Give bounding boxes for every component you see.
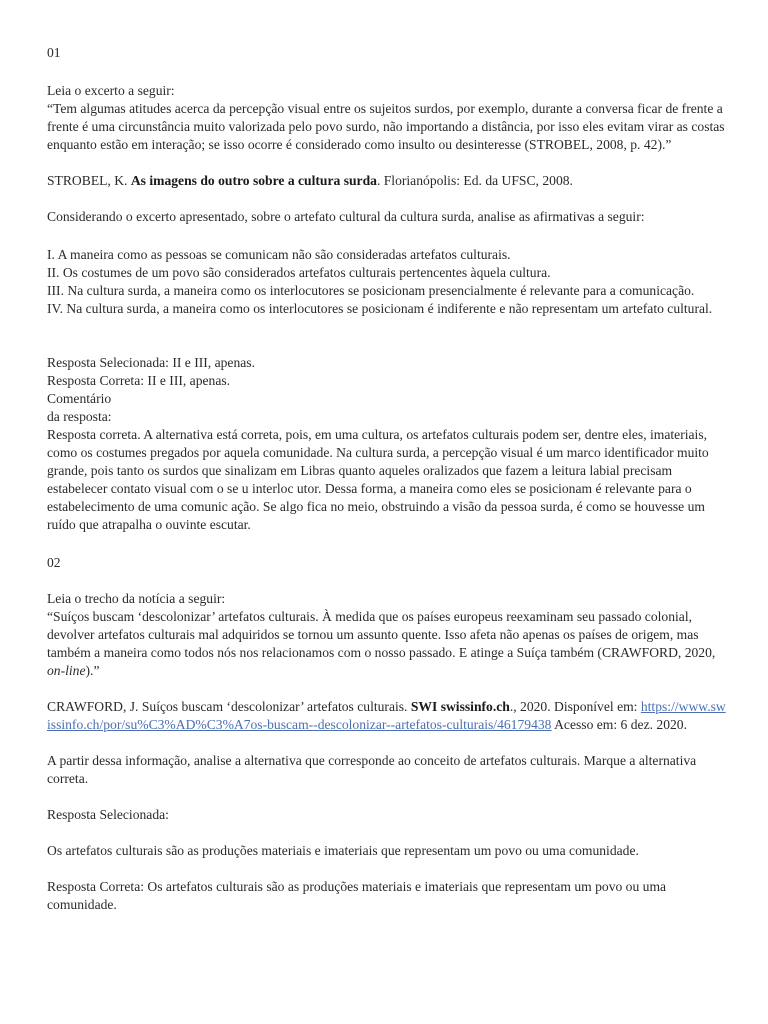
question-intro: Leia o trecho da notícia a seguir:: [47, 591, 226, 606]
selected-answer: Os artefatos culturais são as produções materiais e imateriais que representam um povo ou uma comunidade.: [47, 843, 639, 858]
reference-publisher: . Florianópolis: Ed. da UFSC, 2008.: [376, 173, 573, 188]
correct-answer: Resposta Correta: Os artefatos culturais são as produções materiais e imateriais que representam um povo ou uma comunidade.: [47, 879, 667, 912]
statement-item: IV. Na cultura surda, a maneira como os interlocutores se posicionam é indiferente e não representam um artefato cultural.: [47, 301, 713, 316]
reference-site: SWI swissinfo.ch: [410, 699, 510, 714]
question-number: 02: [47, 555, 61, 570]
reference-link[interactable]: https://www.swissinfo.ch/por/su%C3%AD%C3%A7os-buscam--descolonizar--artefatos-culturais/46179438: [47, 699, 726, 732]
excerpt-quote: “Tem algumas atitudes acerca da percepção visual entre os sujeitos surdos, por exemplo, durante a conversa ficar de frente a frente é uma circunstância muito valorizada pelo povo surdo, não importando a distância, por isso eles evitam virar as costas enquanto estão em interação; se isso ocorre é considerado como insulto ou desinteresse (STROBEL, 2008, p. 42).”: [47, 101, 725, 152]
selected-answer-label: Resposta Selecionada:: [47, 807, 169, 822]
question-intro: Leia o excerto a seguir:: [47, 83, 175, 98]
statement-item: III. Na cultura surda, a maneira como os interlocutores se posicionam presencialmente é relevante para a comunicação.: [47, 283, 695, 298]
comment-label: da resposta:: [47, 409, 112, 424]
news-quote-end: ).”: [85, 663, 100, 678]
question-prompt: A partir dessa informação, analise a alternativa que corresponde ao conceito de artefatos culturais. Marque a alternativa correta.: [47, 753, 697, 786]
reference-access: Acesso em: 6 dez. 2020.: [551, 717, 688, 732]
news-quote-italic: on-line: [47, 663, 86, 678]
question-prompt: Considerando o excerto apresentado, sobre o artefato cultural da cultura surda, analise as afirmativas a seguir:: [47, 209, 645, 224]
question-number: 01: [47, 45, 61, 60]
comment-label: Comentário: [47, 391, 112, 406]
answer-comment: Resposta correta. A alternativa está correta, pois, em uma cultura, os artefatos culturais podem ser, dentre eles, imateriais, como os costumes pregados por aquela comunidade. Na cultura surda, a percepção visual é um marco identificador muito grande, pois tanto os surdos que sinalizam em Libras quanto aqueles oralizados que fazem a leitura labial precisam estabelecer contato visual com o se u interloc utor. Dessa forma, a maneira como eles se posicionam é relevante para o estabelecimento de uma comunic ação. Se algo fica no meio, obstruindo a visão da pessoa surda, é como se houvesse um ruído que atrapalha o ouvinte escutar.: [47, 427, 709, 532]
news-quote: [47, 608, 727, 680]
reference-author: STROBEL, K.: [47, 173, 131, 188]
statement-item: I. A maneira como as pessoas se comunicam não são consideradas artefatos culturais.: [47, 247, 511, 262]
reference-middle: ., 2020. Disponível em:: [509, 699, 641, 714]
statement-item: II. Os costumes de um povo são considerados artefatos culturais pertencentes àquela cultura.: [47, 265, 551, 280]
news-quote-text: “Suíços buscam ‘descolonizar’ artefatos culturais. À medida que os países europeus reexaminam seu passado colonial, devolver artefatos culturais mal adquiridos se tornou um assunto quente. Isso afeta não apenas os países de origem, mas também a maneira como todos nós nos relacionamos com o nosso passado. E atinge a Suíça também (CRAWFORD, 2020,: [47, 609, 716, 660]
reference-author: CRAWFORD, J. Suíços buscam ‘descolonizar’ artefatos culturais.: [47, 699, 411, 714]
correct-answer: Resposta Correta: II e III, apenas.: [47, 373, 231, 388]
reference: [47, 698, 727, 734]
reference-title: As imagens do outro sobre a cultura surda: [130, 173, 377, 188]
document-body: [47, 44, 727, 914]
reference: [47, 172, 727, 190]
selected-answer: Resposta Selecionada: II e III, apenas.: [47, 355, 255, 370]
statement-list: [47, 246, 727, 318]
